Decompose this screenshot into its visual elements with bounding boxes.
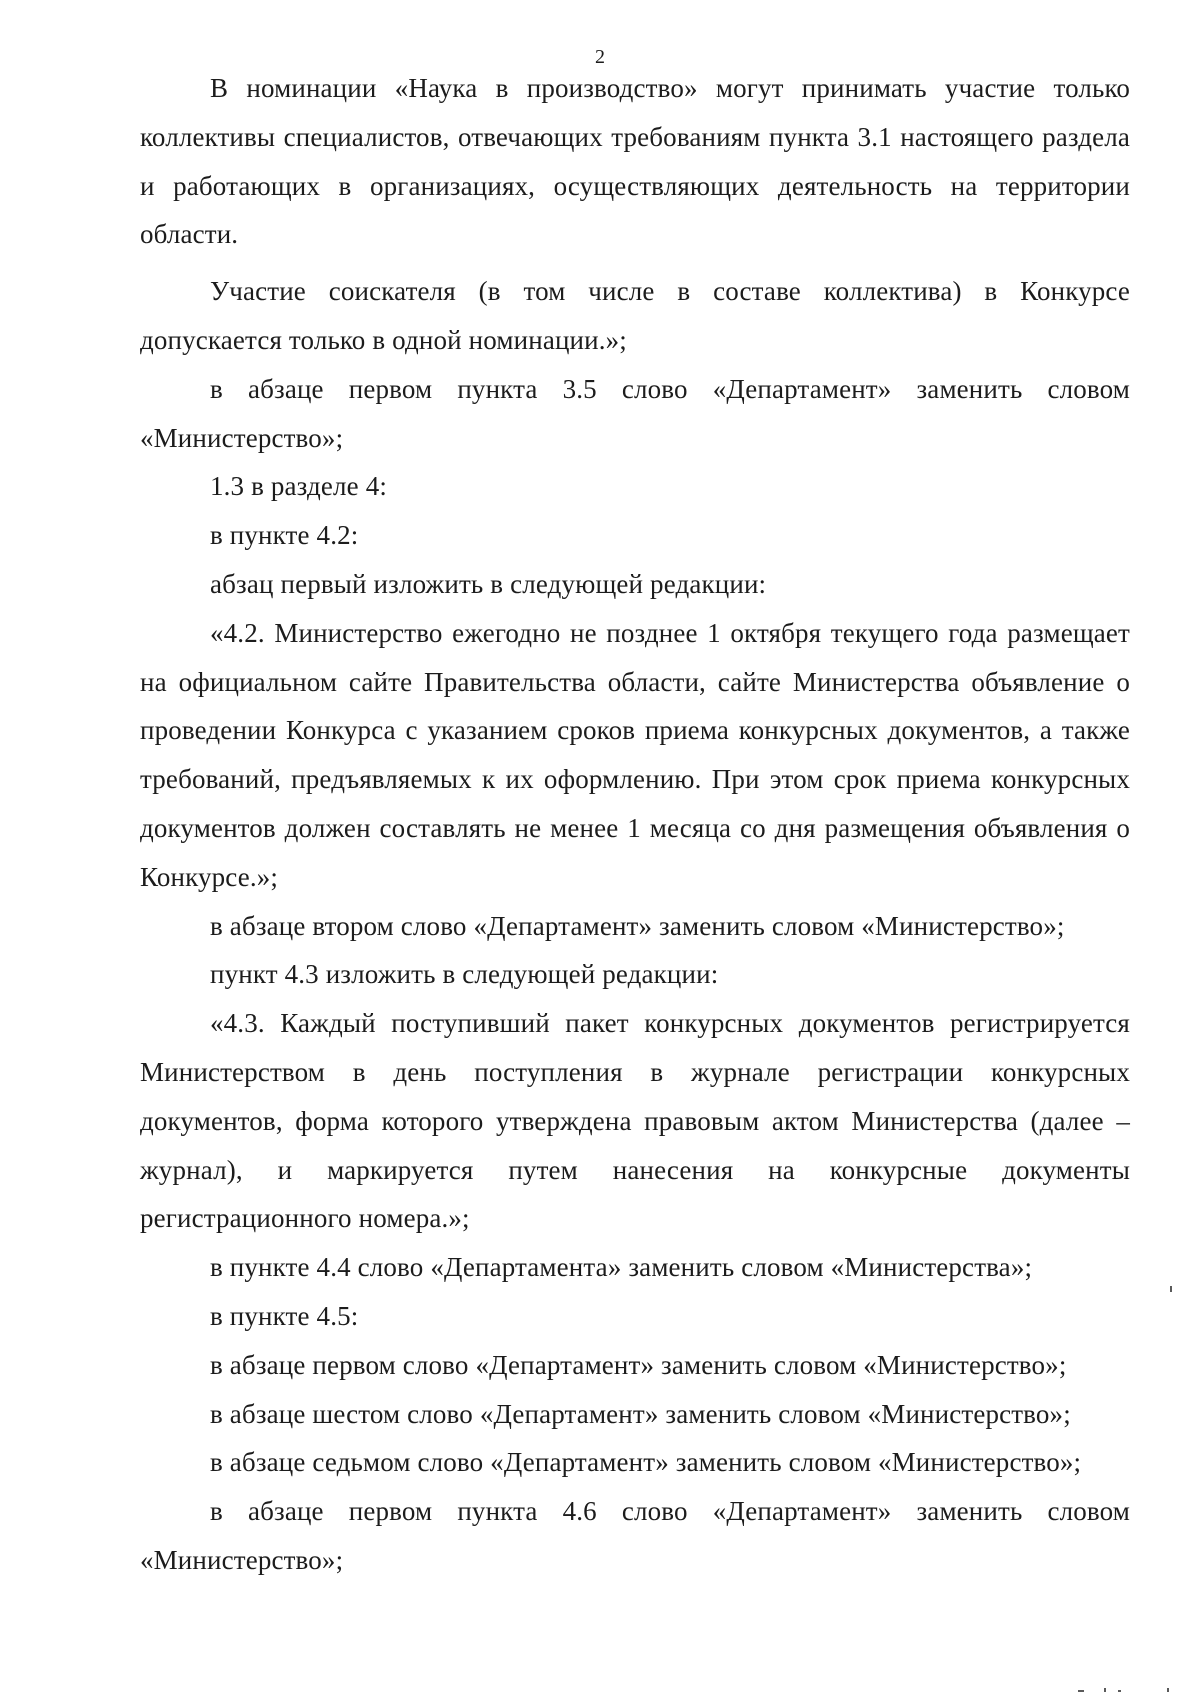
scan-speck bbox=[1118, 1690, 1121, 1692]
paragraph-item-4-2: в пункте 4.2: bbox=[210, 520, 359, 551]
page-number: 2 bbox=[595, 46, 605, 68]
paragraph-item-4-5: в пункте 4.5: bbox=[210, 1300, 359, 1331]
paragraph-quote-4-3: «4.3. Каждый поступивший пакет конкурсных документов регистрируется Министерством в день поступления в журнале регистрации конкурсных документов, форма которого утверждена правовым актом Министерства (далее – журнал), и маркируется путем нанесения на конкурсные документы регистрационного номера.»; bbox=[140, 1008, 1130, 1234]
paragraph-item-4-4: в пункте 4.4 слово «Департамента» заменить словом «Министерства»; bbox=[210, 1252, 1033, 1283]
paragraph-quote-4-2: «4.2. Министерство ежегодно не позднее 1 октября текущего года размещает на официальном сайте Правительства области, сайте Министерства объявление о проведении Конкурса с указанием сроков приема конкурсных документов, а также требований, предъявляемых к их оформлению. При этом срок приема конкурсных документов должен составлять не менее 1 месяца со дня размещения объявления о Конкурсе.»; bbox=[140, 617, 1130, 892]
paragraph-nomination-science: В номинации «Наука в производство» могут принимать участие только коллективы специалистов, отвечающих требованиям пункта 3.1 настоящего раздела и работающих в организациях, осуществляющих деятельность на территории области. bbox=[140, 73, 1130, 250]
paragraph-section-4: 1.3 в разделе 4: bbox=[210, 471, 387, 502]
paragraph-item-3-5: в абзаце первом пункта 3.5 слово «Департамент» заменить словом «Министерство»; bbox=[140, 373, 1130, 453]
paragraph-item-4-6: в абзаце первом пункта 4.6 слово «Департамент» заменить словом «Министерство»; bbox=[140, 1496, 1130, 1575]
paragraph-4-5-first: в абзаце первом слово «Департамент» заменить словом «Министерство»; bbox=[210, 1349, 1067, 1380]
paragraph-applicant-participation: Участие соискателя (в том числе в составе коллектива) в Конкурсе допускается только в одной номинации.»; bbox=[140, 276, 1130, 355]
paragraph-item-4-3-wording: пункт 4.3 изложить в следующей редакции: bbox=[210, 959, 719, 990]
scan-speck bbox=[1078, 1690, 1084, 1692]
paragraph-first-paragraph-wording: абзац первый изложить в следующей редакции: bbox=[210, 568, 767, 599]
paragraph-4-5-seventh: в абзаце седьмом слово «Департамент» заменить словом «Министерство»; bbox=[210, 1447, 1082, 1478]
document-body bbox=[140, 64, 1130, 1585]
paragraph-4-5-sixth: в абзаце шестом слово «Департамент» заменить словом «Министерство»; bbox=[210, 1398, 1071, 1429]
paragraph-second-paragraph-replace: в абзаце втором слово «Департамент» заменить словом «Министерство»; bbox=[210, 910, 1065, 941]
scan-speck bbox=[1170, 1286, 1172, 1292]
scan-speck bbox=[1104, 1688, 1106, 1692]
scan-speck bbox=[1167, 1688, 1169, 1692]
